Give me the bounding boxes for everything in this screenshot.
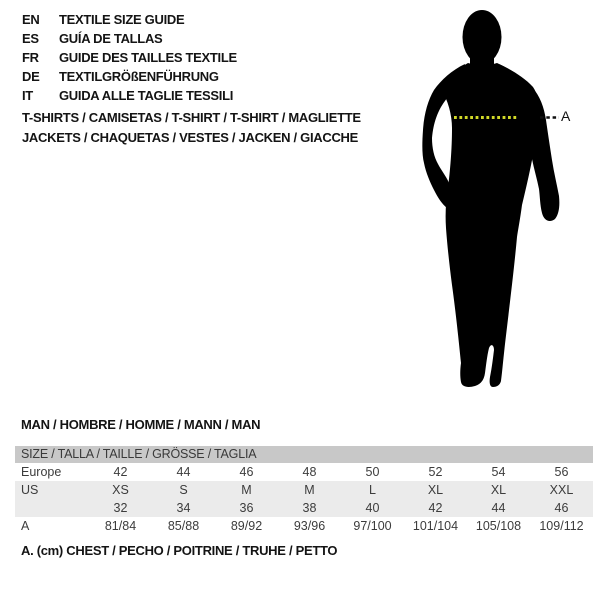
size-cell: XL (490, 483, 507, 497)
size-cell: 81/84 (104, 519, 137, 533)
language-title: TEXTILGRÖßENFÜHRUNG (59, 69, 219, 84)
table-row-uk (15, 499, 593, 517)
language-code: EN (22, 12, 40, 27)
language-code: IT (22, 88, 33, 103)
man-silhouette (422, 10, 559, 387)
size-cell: M (304, 483, 315, 497)
size-cell: 89/92 (230, 519, 263, 533)
measure-label-a: A (561, 108, 571, 124)
language-title: TEXTILE SIZE GUIDE (59, 12, 185, 27)
language-title: GUÍA DE TALLAS (59, 31, 163, 46)
size-cell: 46 (239, 465, 254, 479)
size-cell: 54 (491, 465, 506, 479)
size-cell: 46 (554, 501, 569, 515)
size-cell: 93/96 (293, 519, 326, 533)
language-code: DE (22, 69, 40, 84)
size-cell: 52 (428, 465, 443, 479)
section-title-man: MAN / HOMBRE / HOMME / MANN / MAN (21, 417, 261, 432)
size-cell: 48 (302, 465, 317, 479)
size-cell: 38 (302, 501, 317, 515)
size-cell: 42 (428, 501, 443, 515)
row-label: A (21, 519, 30, 533)
size-cell: 109/112 (539, 519, 584, 533)
size-cell: 32 (113, 501, 128, 515)
chest-footnote: A. (cm) CHEST / PECHO / POITRINE / TRUHE / PETTO (21, 543, 338, 558)
size-cell: 36 (239, 501, 254, 515)
size-cell: 56 (554, 465, 569, 479)
language-code: ES (22, 31, 39, 46)
language-code: FR (22, 50, 39, 65)
size-cell: S (179, 483, 188, 497)
size-cell: 50 (365, 465, 380, 479)
row-label: US (21, 483, 39, 497)
size-cell: 34 (176, 501, 191, 515)
size-table (15, 446, 593, 535)
size-cell: L (369, 483, 376, 497)
size-cell: 42 (113, 465, 128, 479)
size-cell: M (241, 483, 252, 497)
language-title: GUIDA ALLE TAGLIE TESSILI (59, 88, 234, 103)
size-cell: 44 (491, 501, 506, 515)
category-tshirts: T-SHIRTS / CAMISETAS / T-SHIRT / T-SHIRT / MAGLIETTE (22, 110, 361, 125)
table-row-chest-a (15, 517, 593, 535)
size-cell: XS (112, 483, 129, 497)
size-cell: 44 (176, 465, 191, 479)
size-cell: 85/88 (167, 519, 200, 533)
category-jackets: JACKETS / CHAQUETAS / VESTES / JACKEN / GIACCHE (22, 130, 358, 145)
table-row-us (15, 481, 593, 499)
table-row-europe (15, 463, 593, 481)
torso-and-legs (441, 63, 539, 387)
size-cell: 105/108 (475, 519, 522, 533)
language-title: GUIDE DES TAILLES TEXTILE (59, 50, 237, 65)
size-cell: XXL (549, 483, 574, 497)
size-cell: 101/104 (412, 519, 459, 533)
size-cell: 40 (365, 501, 380, 515)
row-label: Europe (21, 465, 62, 479)
size-table-header: SIZE / TALLA / TAILLE / GRÖSSE / TAGLIA (15, 446, 593, 463)
size-cell: XL (427, 483, 444, 497)
size-cell: 97/100 (353, 519, 392, 533)
